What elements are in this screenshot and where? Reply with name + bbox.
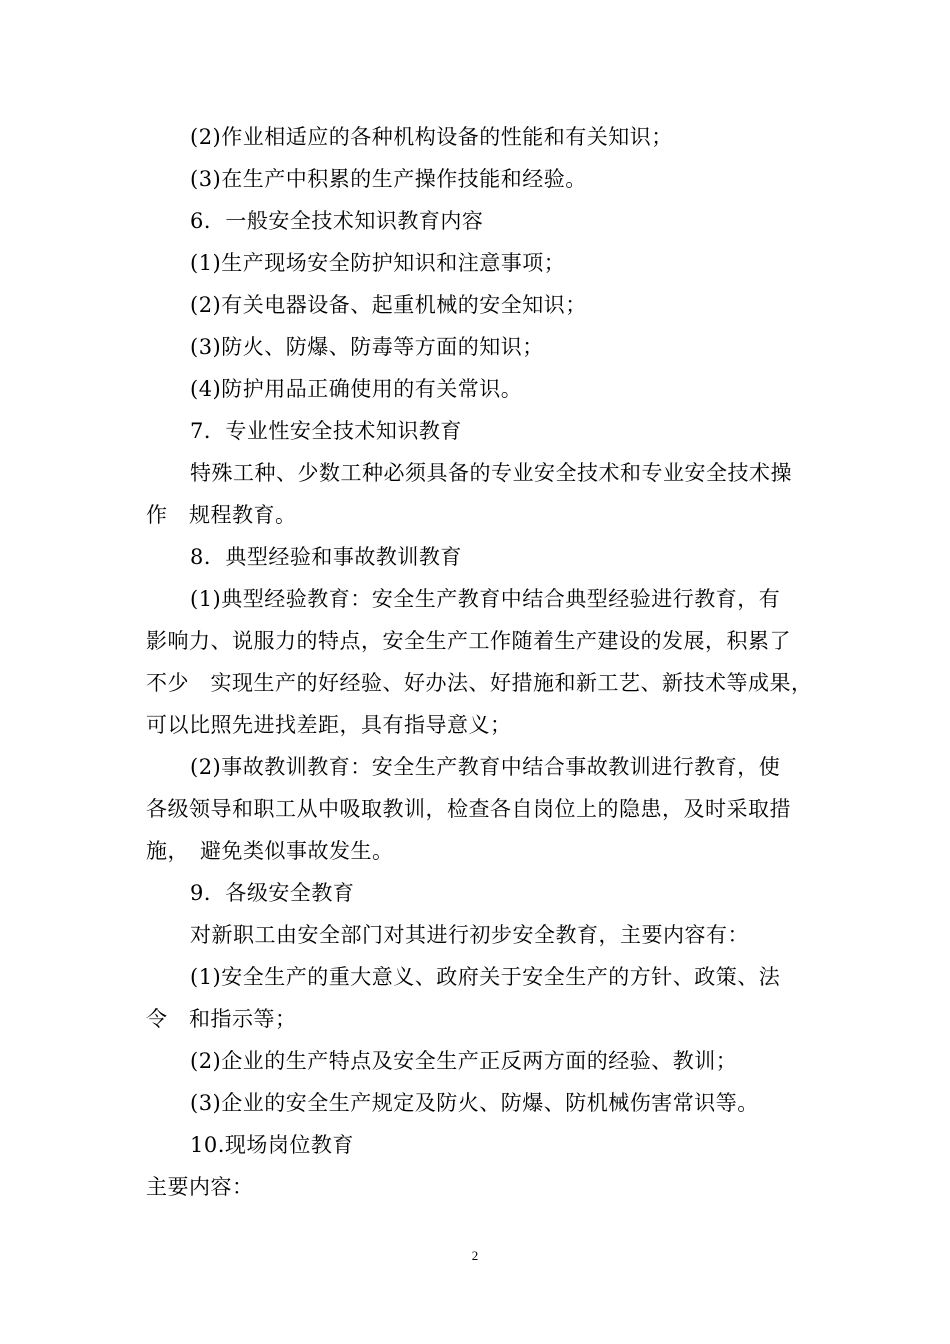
text-line: (4)防护用品正确使用的有关常识。 xyxy=(190,377,523,401)
text-line: (1)安全生产的重大意义、政府关于安全生产的方针、政策、法 xyxy=(190,965,781,989)
section-heading: 6．一般安全技术知识教育内容 xyxy=(190,209,484,233)
text-line: (2)事故教训教育：安全生产教育中结合事故教训进行教育，使 xyxy=(190,755,781,779)
text-line: (3)防火、防爆、防毒等方面的知识； xyxy=(190,335,544,359)
section-heading: 8．典型经验和事故教训教育 xyxy=(190,545,462,569)
text-line: 对新职工由安全部门对其进行初步安全教育，主要内容有： xyxy=(190,923,749,947)
text-line: 影响力、说服力的特点，安全生产工作随着生产建设的发展，积累了 xyxy=(146,629,791,653)
text-line: 主要内容： xyxy=(146,1175,254,1199)
text-line: (3)在生产中积累的生产操作技能和经验。 xyxy=(190,167,587,191)
text-line: (2)作业相适应的各种机构设备的性能和有关知识； xyxy=(190,125,673,149)
section-heading: 10.现场岗位教育 xyxy=(190,1133,354,1157)
text-line: 可以比照先进找差距，具有指导意义； xyxy=(146,713,512,737)
text-line: (3)企业的安全生产规定及防火、防爆、防机械伤害常识等。 xyxy=(190,1091,759,1115)
section-heading: 7．专业性安全技术知识教育 xyxy=(190,419,462,443)
text-line: 特殊工种、少数工种必须具备的专业安全技术和专业安全技术操 xyxy=(190,461,792,485)
page-number: 2 xyxy=(471,1248,479,1263)
text-line: 作 规程教育。 xyxy=(146,503,297,527)
text-line: 令 和指示等； xyxy=(146,1007,297,1031)
text-line: (2)有关电器设备、起重机械的安全知识； xyxy=(190,293,587,317)
section-heading: 9．各级安全教育 xyxy=(190,881,355,905)
text-line: (1)典型经验教育：安全生产教育中结合典型经验进行教育，有 xyxy=(190,587,781,611)
text-line: (2)企业的生产特点及安全生产正反两方面的经验、教训； xyxy=(190,1049,738,1073)
text-line: 施， 避免类似事故发生。 xyxy=(146,839,394,863)
text-line: 各级领导和职工从中吸取教训，检查各自岗位上的隐患，及时采取措 xyxy=(146,797,791,821)
text-line: (1)生产现场安全防护知识和注意事项； xyxy=(190,251,566,275)
text-line: 不少 实现生产的好经验、好办法、好措施和新工艺、新技术等成果， xyxy=(146,671,813,695)
